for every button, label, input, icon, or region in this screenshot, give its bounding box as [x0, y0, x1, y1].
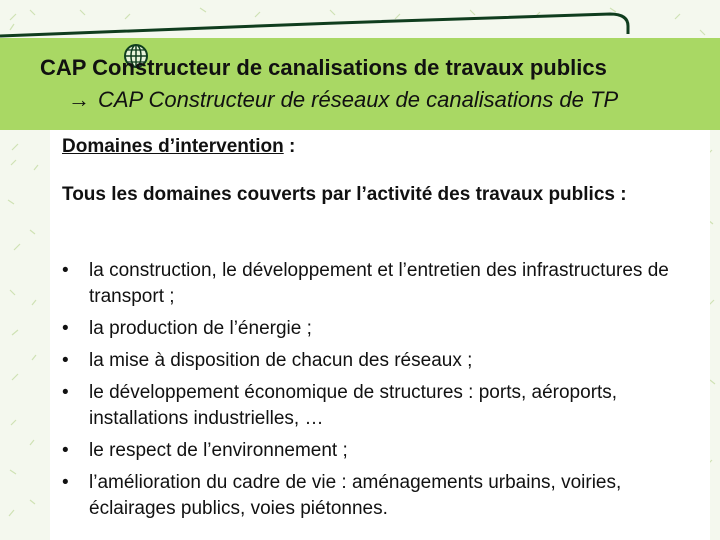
list-item: • la production de l’énergie ; [62, 316, 712, 342]
subtitle-text: CAP Constructeur de réseaux de canalisations de TP [98, 87, 619, 112]
right-arrow-icon: → [68, 87, 90, 112]
list-item: • la mise à disposition de chacun des réseaux ; [62, 348, 712, 374]
section-heading [62, 136, 295, 158]
heading-text: Domaines d’intervention [62, 136, 284, 157]
bullet-icon: • [62, 318, 69, 339]
heading-suffix: : [283, 136, 296, 157]
slide-subtitle [68, 87, 720, 113]
bullet-icon: • [62, 350, 69, 371]
list-item: • le respect de l’environnement ; [62, 438, 712, 464]
bullet-icon: • [62, 260, 69, 281]
bullet-icon: • [62, 382, 69, 403]
intro-text: Tous les domaines couverts par l’activité des travaux publics : [62, 184, 627, 205]
list-item: • l’amélioration du cadre de vie : aménagements urbains, voiries, éclairages publics, voies piétonnes. [62, 472, 622, 519]
list-item: • le développement économique de structures : ports, aéroports, installations industrielles, … [62, 382, 618, 429]
list-item: • la construction, le développement et l’entretien des infrastructures de transport ; [62, 260, 669, 307]
bullet-list [62, 258, 712, 528]
slide-title: CAP Constructeur de canalisations de travaux publics [40, 55, 607, 80]
bullet-icon: • [62, 440, 69, 461]
bullet-icon: • [62, 472, 69, 493]
